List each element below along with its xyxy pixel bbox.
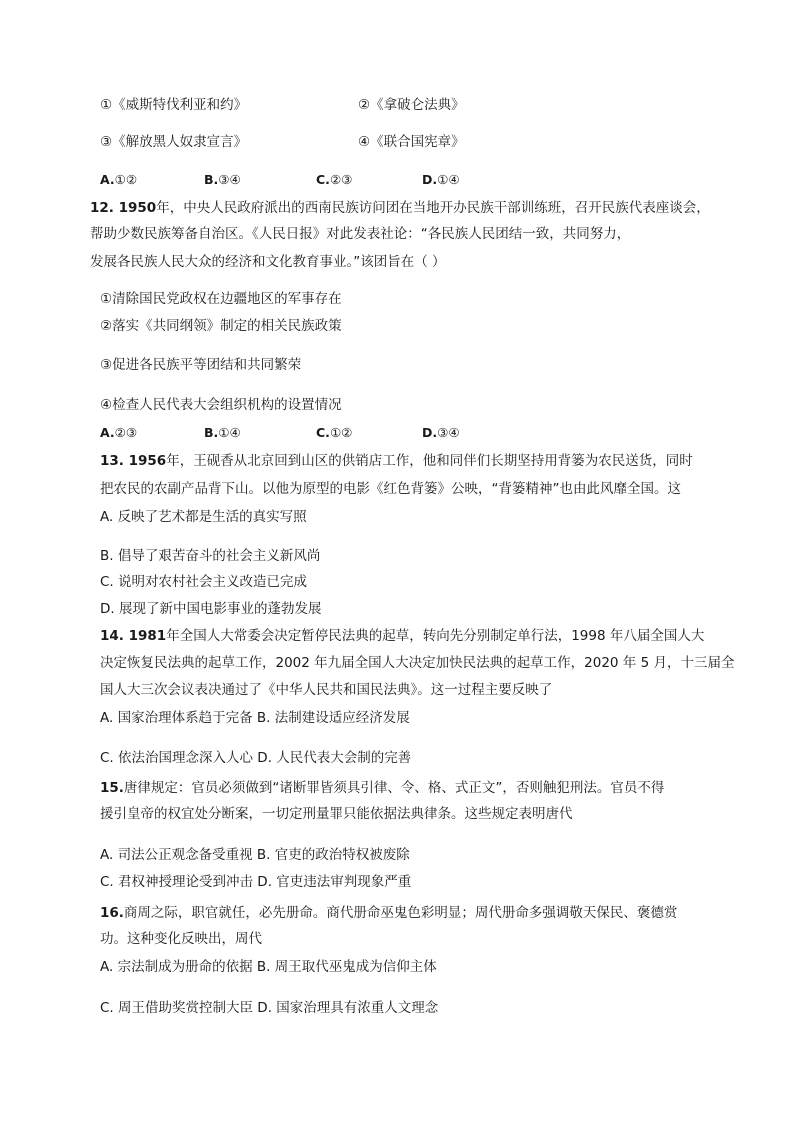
q12-item-3: ③促进各民族平等团结和共同繁荣 bbox=[100, 357, 302, 373]
q11-item-4: ④《联合国宪章》 bbox=[358, 134, 465, 150]
q12-line-2: 帮助少数民族筹备自治区。《人民日报》对此发表社论：“各民族人民团结一致，共同努力， bbox=[90, 226, 631, 242]
q11-item-2: ②《拿破仑法典》 bbox=[358, 97, 465, 113]
q12-option-d: D.③④ bbox=[422, 425, 460, 440]
q13-line-2: 把农民的农副产品背下山。以他为原型的电影《红色背篓》公映，“背篓精神”也由此风靡全国。这 bbox=[100, 481, 681, 497]
q11-option-d: D.①④ bbox=[422, 172, 460, 187]
q14-line-3: 国人大三次会议表决通过了《中华人民共和国民法典》。这一过程主要反映了 bbox=[100, 682, 553, 698]
q15-line-1: 15.唐律规定：官员必须做到“诸断罪皆须具引律、令、格、式正文”，否则触犯刑法。官员不得 bbox=[100, 780, 665, 796]
q14-line-1: 14. 1981年全国人大常委会决定暂停民法典的起草，转向先分别制定单行法，1998 年八届全国人大 bbox=[100, 628, 705, 644]
q12-line-1: 12. 1950年，中央人民政府派出的西南民族访问团在当地开办民族干部训练班，召开民族代表座谈会， bbox=[90, 200, 710, 216]
q13-option-c: C. 说明对农村社会主义改造已完成 bbox=[100, 574, 308, 590]
q11-option-c: C.②③ bbox=[316, 172, 353, 187]
q16-options-ab: A. 宗法制成为册命的依据 B. 周王取代巫鬼成为信仰主体 bbox=[100, 959, 437, 975]
q11-option-a: A.①② bbox=[100, 172, 138, 187]
q13-option-d: D. 展现了新中国电影事业的蓬勃发展 bbox=[100, 601, 322, 617]
q11-item-1: ①《威斯特伐利亚和约》 bbox=[100, 97, 248, 113]
q16-options-cd: C. 周王借助奖赏控制大臣 D. 国家治理具有浓重人文理念 bbox=[100, 1000, 439, 1016]
q14-options-ab: A. 国家治理体系趋于完备 B. 法制建设适应经济发展 bbox=[100, 710, 410, 726]
q15-options-ab: A. 司法公正观念备受重视 B. 官吏的政治特权被废除 bbox=[100, 847, 410, 863]
q16-line-2: 功。这种变化反映出，周代 bbox=[100, 931, 262, 947]
q13-option-a: A. 反映了艺术都是生活的真实写照 bbox=[100, 509, 307, 525]
q11-item-3: ③《解放黑人奴隶宣言》 bbox=[100, 134, 248, 150]
q12-option-a: A.②③ bbox=[100, 425, 138, 440]
q12-item-2: ②落实《共同纲领》制定的相关民族政策 bbox=[100, 318, 342, 334]
q15-line-2: 援引皇帝的权宜处分断案，一切定刑量罪只能依据法典律条。这些规定表明唐代 bbox=[100, 806, 573, 822]
q12-option-b: B.①④ bbox=[204, 425, 241, 440]
q15-options-cd: C. 君权神授理论受到冲击 D. 官吏违法审判现象严重 bbox=[100, 874, 412, 890]
q14-options-cd: C. 依法治国理念深入人心 D. 人民代表大会制的完善 bbox=[100, 750, 412, 766]
q12-line-3: 发展各民族人民大众的经济和文化教育事业。”该团旨在（ ） bbox=[90, 254, 446, 270]
q13-option-b: B. 倡导了艰苦奋斗的社会主义新风尚 bbox=[100, 548, 321, 564]
q14-line-2: 决定恢复民法典的起草工作，2002 年九届全国人大决定加快民法典的起草工作，2020 年 5 月，十三届全 bbox=[100, 655, 735, 671]
q12-item-1: ①清除国民党政权在边疆地区的军事存在 bbox=[100, 291, 342, 307]
q16-line-1: 16.商周之际，职官就任，必先册命。商代册命巫鬼色彩明显；周代册命多强调敬天保民、褒德赏 bbox=[100, 905, 678, 921]
q13-line-1: 13. 1956年，王砚香从北京回到山区的供销店工作，他和同伴们长期坚持用背篓为农民送货，同时 bbox=[100, 453, 693, 469]
q12-option-c: C.①② bbox=[316, 425, 353, 440]
q11-option-b: B.③④ bbox=[204, 172, 241, 187]
q12-item-4: ④检查人民代表大会组织机构的设置情况 bbox=[100, 397, 342, 413]
